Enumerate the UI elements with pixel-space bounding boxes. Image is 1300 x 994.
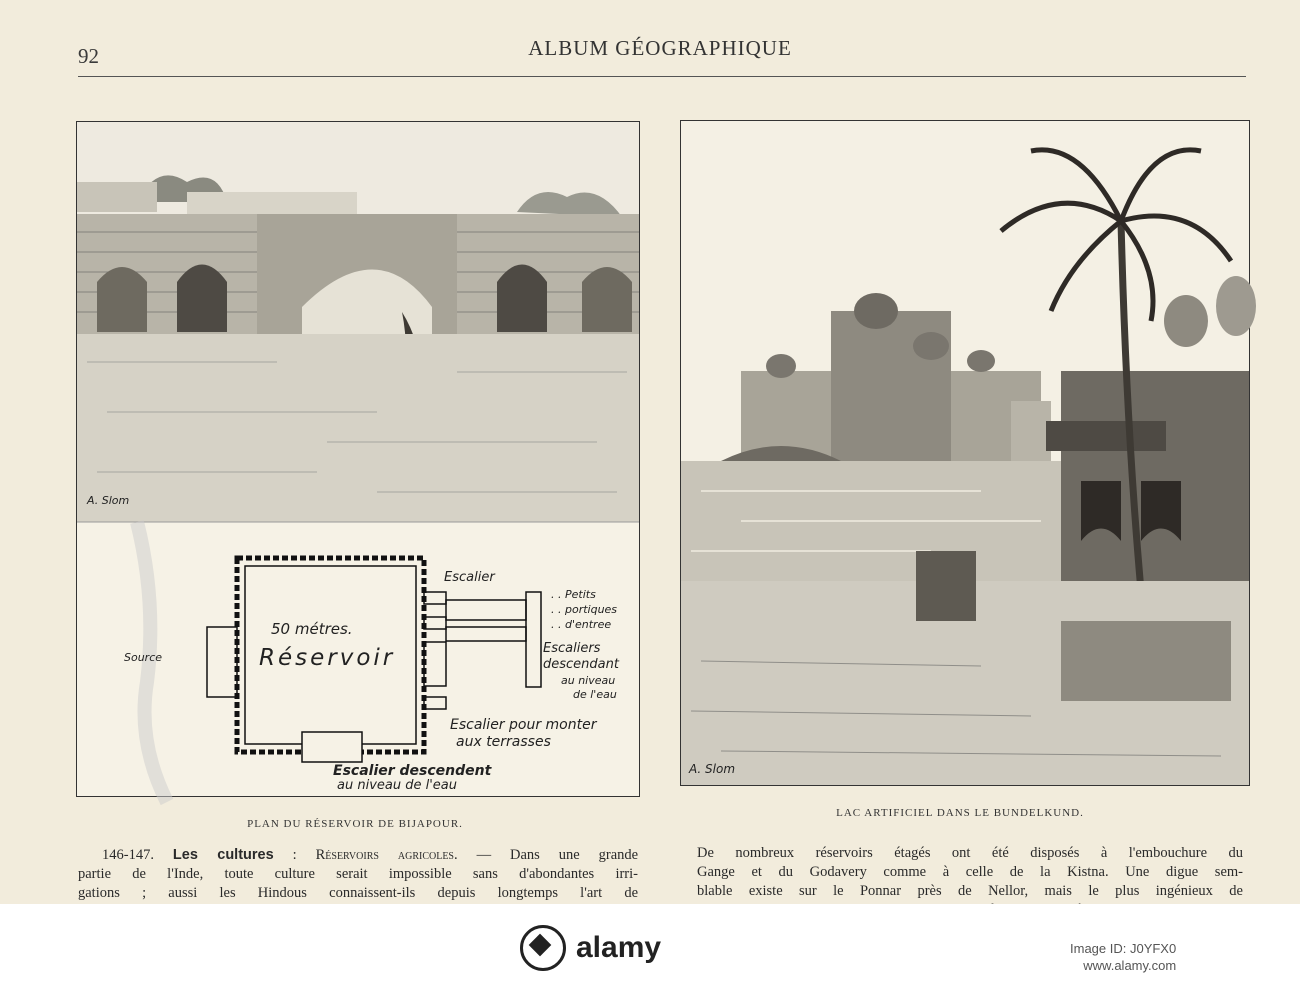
label-de-leau: de l'eau xyxy=(573,688,617,701)
artist-signature-left: A. Slom xyxy=(87,494,130,507)
artist-signature-right: A. Slom xyxy=(689,762,736,776)
left-figure xyxy=(76,121,640,797)
label-petits: . . Petits xyxy=(551,588,596,601)
left-column-text xyxy=(78,846,639,903)
label-aux-terrasses: aux terrasses xyxy=(456,734,551,750)
page-title: ALBUM GÉOGRAPHIQUE xyxy=(528,36,792,60)
label-metres: 50 métres. xyxy=(271,620,353,638)
section-heading: Les cultures xyxy=(172,847,274,863)
label-au-niveau-de-leau: au niveau de l'eau xyxy=(337,778,457,793)
label-descendant: descendant xyxy=(543,657,619,672)
bijapour-engraving xyxy=(77,122,639,796)
label-au-niveau: au niveau xyxy=(561,674,616,687)
right-figure-caption: LAC ARTIFICIEL DANS LE BUNDELKUND. xyxy=(836,807,1084,819)
section-subheading: Réservoirs agricoles. xyxy=(315,847,458,863)
label-escalier-pour: Escalier pour monter xyxy=(450,717,597,733)
right-text-line-2: Gange et du Godavery comme à celle de la Kistna. Une digue sem- xyxy=(697,864,1243,880)
label-escalier-descendent: Escalier descendent xyxy=(333,763,492,779)
left-text-line-2: partie de l'Inde, toute culture serait impossible sans d'abondantes irri- xyxy=(78,866,638,882)
stock-id: Image ID: J0YFX0 www.alamy.com xyxy=(1070,941,1177,973)
lake-engraving xyxy=(681,121,1249,785)
label-escalier: Escalier xyxy=(444,570,495,585)
alamy-wordmark: alamy xyxy=(576,931,662,964)
page-number: 92 xyxy=(78,44,99,68)
label-source: Source xyxy=(124,651,163,664)
label-portiques: . . portiques xyxy=(551,603,618,616)
label-escaliers: Escaliers xyxy=(543,641,601,656)
left-text-line-1: 146-147. Les cultures : Réservoirs agricoles. — Dans une grande xyxy=(102,847,639,863)
alamy-logo-icon xyxy=(520,925,566,971)
label-entree: . . d'entree xyxy=(551,618,612,631)
paragraph-number: 146-147. xyxy=(102,847,154,863)
header-rule xyxy=(78,76,1246,77)
left-text-line-3: gations ; aussi les Hindous connaissent-ils depuis longtemps l'art de xyxy=(78,885,638,901)
right-text-line-1: De nombreux réservoirs étagés ont été disposés à l'embouchure du xyxy=(697,845,1243,861)
alamy-watermark xyxy=(520,918,780,978)
right-figure xyxy=(680,120,1250,786)
label-reservoir: Réservoir xyxy=(259,645,396,671)
right-text-line-3: blable existe sur le Ponnar près de Nellor, mais le plus ingénieux de xyxy=(697,883,1243,899)
left-figure-caption: PLAN DU RÉSERVOIR DE BIJAPOUR. xyxy=(247,818,463,830)
